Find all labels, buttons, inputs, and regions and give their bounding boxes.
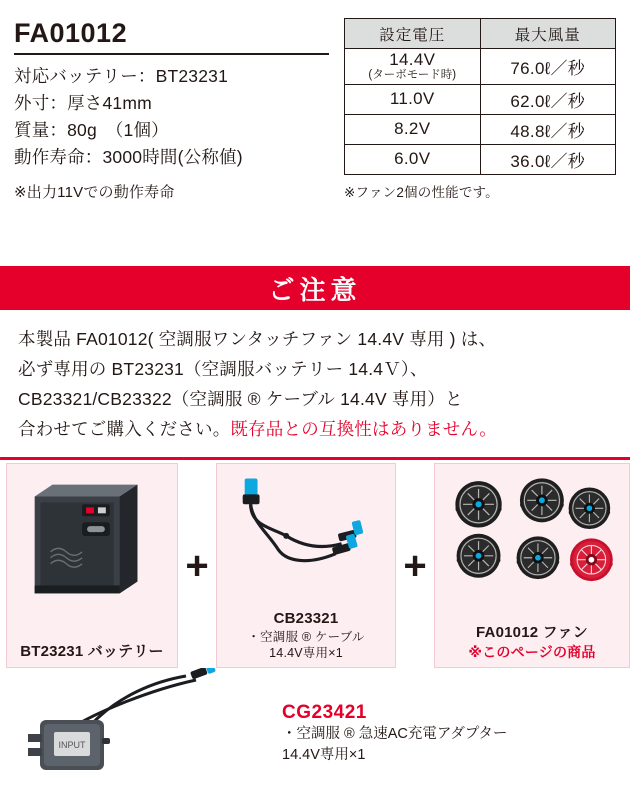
table-row (345, 84, 616, 114)
caution-line-2: 必ず専用の BT23231（空調服バッテリー 14.4Ｖ）、 (18, 359, 428, 380)
airflow-table-wrap (344, 18, 616, 202)
cell-airflow-82: 48.8ℓ／秒 (480, 114, 616, 144)
fan-caption (435, 623, 629, 661)
cell-voltage-turbo (345, 49, 481, 85)
cell-voltage-turbo-note: (ターボモード時) (368, 68, 457, 81)
product-row-adapter (0, 668, 630, 800)
caution-banner (0, 266, 630, 310)
adapter-caption-title: CG23421 (282, 701, 367, 723)
table-footnote: ※ファン2個の性能です。 (344, 184, 499, 200)
cable-caption (217, 609, 395, 661)
adapter-caption-sub1: ・空調服 ® 急速AC充電アダプター (282, 725, 508, 742)
product-panels (0, 463, 630, 668)
cell-airflow-60: 36.0ℓ／秒 (480, 144, 616, 174)
product-panel-battery (6, 463, 178, 668)
cell-voltage-60: 6.0V (345, 144, 481, 174)
table-header-row (345, 19, 616, 49)
caution-line-4 (18, 414, 612, 444)
caution-banner-label: ご注意 (268, 274, 362, 305)
cell-airflow-11: 62.0ℓ／秒 (480, 84, 616, 114)
table-row (345, 49, 616, 85)
cable-caption-sub1: ・空調服 ® ケーブル (247, 629, 365, 644)
spec-line-dimension: 外寸：厚さ41mm (14, 93, 152, 114)
battery-image (7, 464, 177, 614)
fan-caption-note: ※このページの商品 (468, 643, 596, 660)
product-panel-fan (434, 463, 630, 668)
caution-line-1: 本製品 FA01012( 空調服ワンタッチファン 14.4V 専用 ) は、 (18, 329, 497, 349)
cable-caption-title: CB23321 (273, 610, 339, 627)
adapter-image (0, 668, 278, 800)
adapter-image-wrap (0, 668, 278, 800)
table-row (345, 114, 616, 144)
spec-list (14, 18, 340, 202)
caution-body (0, 310, 630, 460)
plus-icon-2: + (403, 543, 427, 588)
caution-line-4-black: 合わせてご購入ください。 (18, 419, 231, 440)
product-panel-cable (216, 463, 396, 668)
cable-image (217, 464, 395, 584)
adapter-caption-sub2: 14.4V専用×1 (282, 747, 366, 763)
battery-caption-title: BT23231 バッテリー (20, 642, 164, 660)
cell-voltage-82: 8.2V (345, 114, 481, 144)
plus-icon-1: + (185, 543, 209, 588)
cell-airflow-turbo: 76.0ℓ／秒 (480, 49, 616, 85)
cell-voltage-11: 11.0V (345, 84, 481, 114)
cell-voltage-turbo-value: 14.4V (389, 50, 436, 69)
battery-caption (7, 642, 177, 662)
fan-image (435, 464, 629, 604)
svg-text:INPUT: INPUT (58, 740, 86, 750)
fan-caption-title: FA01012 ファン (476, 624, 588, 642)
caution-line-3: CB23321/CB23322（空調服 ® ケーブル 14.4V 専用）と (18, 389, 463, 410)
page-title: FA01012 (14, 18, 329, 55)
adapter-caption (282, 702, 507, 766)
table-header-voltage: 設定電圧 (345, 19, 481, 49)
table-header-airflow: 最大風量 (480, 19, 616, 49)
spec-footnote: ※出力11Vでの動作寿命 (14, 183, 175, 201)
caution-line-4-red: 既存品との互換性はありません。 (230, 419, 497, 440)
spec-line-battery: 対応バッテリー：BT23231 (14, 66, 229, 86)
airflow-table (344, 18, 616, 175)
spec-line-lifetime: 動作寿命：3000時間(公称値) (14, 147, 243, 168)
table-row (345, 144, 616, 174)
cable-caption-sub2: 14.4V専用×1 (269, 645, 343, 660)
spec-line-weight: 質量：80g （1個） (14, 120, 169, 141)
top-section (0, 0, 630, 202)
